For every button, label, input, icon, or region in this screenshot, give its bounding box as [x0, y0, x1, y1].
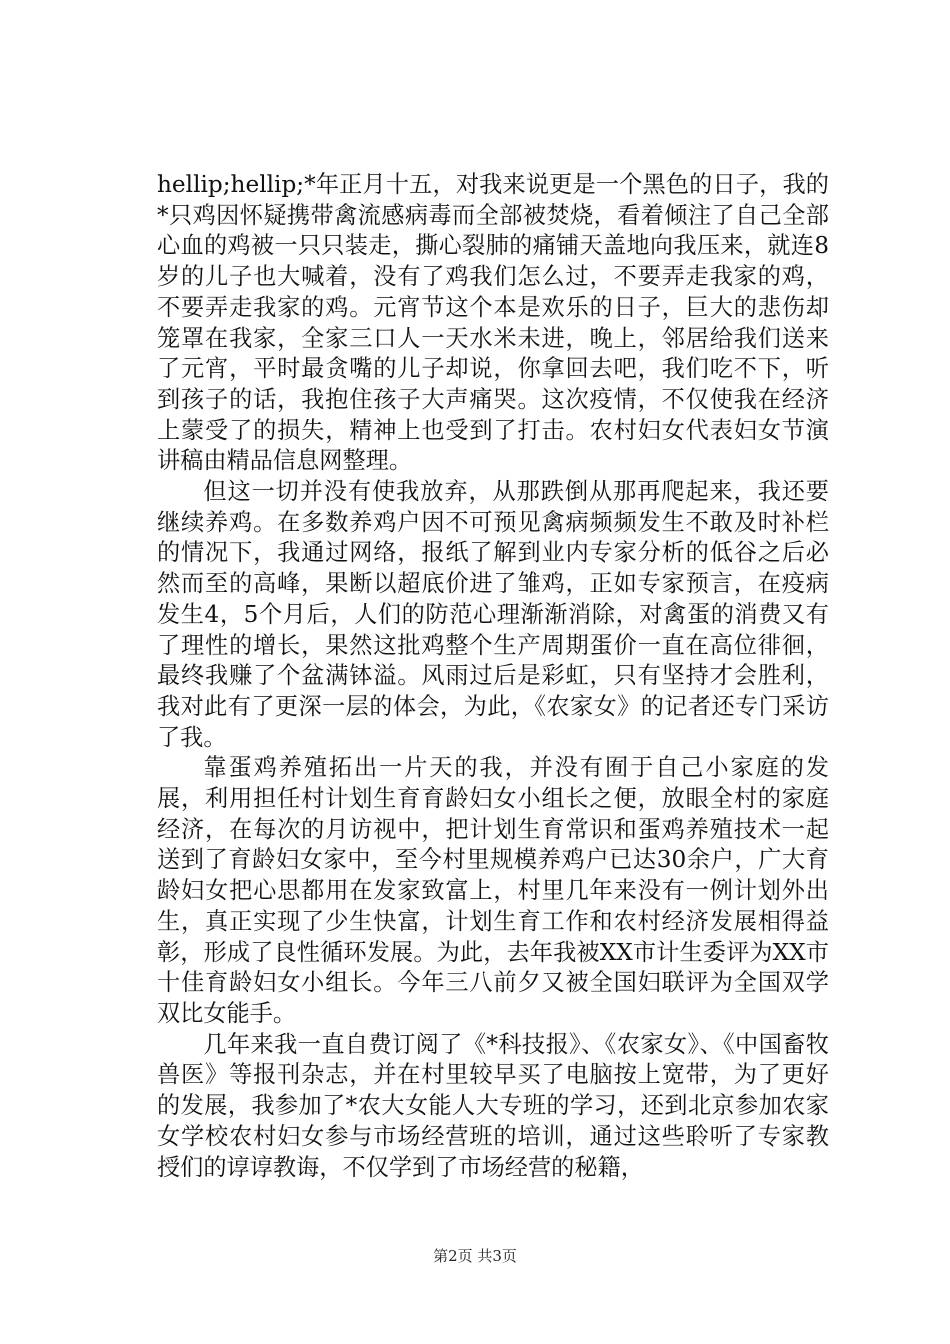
- paragraph-4: 几年来我一直自费订阅了《*科技报》、《农家女》、《中国畜牧兽医》等报刊杂志，并在村里较早买了电脑按上宽带，为了更好的发展，我参加了*农大女能人大专班的学习，还到北京参加农家女学校农村妇女参与市场经营班的培训，通过这些聆听了专家教授们的谆谆教诲，不仅学到了市场经营的秘籍，: [157, 1030, 829, 1181]
- paragraph-2: 但这一切并没有使我放弃，从那跌倒从那再爬起来，我还要继续养鸡。在多数养鸡户因不可预见禽病频频发生不敢及时补栏的情况下，我通过网络，报纸了解到业内专家分析的低谷之后必然而至的高峰，果断以超底价进了雏鸡，正如专家预言，在疫病发生4，5个月后，人们的防范心理渐渐消除，对禽蛋的消费又有了理性的增长，果然这批鸡整个生产周期蛋价一直在高位徘徊，最终我赚了个盆满钵溢。风雨过后是彩虹，只有坚持才会胜利，我对此有了更深一层的体会，为此，《农家女》的记者还专门采访了我。: [157, 478, 829, 751]
- paragraph-3: 靠蛋鸡养殖拓出一片天的我，并没有囿于自己小家庭的发展，利用担任村计划生育育龄妇女小组长之便，放眼全村的家庭经济，在每次的月访视中，把计划生育常识和蛋鸡养殖技术一起送到了育龄妇女家中，至今村里规模养鸡户已达30余户，广大育龄妇女把心思都用在发家致富上，村里几年来没有一例计划外出生，真正实现了少生快富，计划生育工作和农村经济发展相得益彰，形成了良性循环发展。为此，去年我被XX市计生委评为XX市十佳育龄妇女小组长。今年三八前夕又被全国妇联评为全国双学双比女能手。: [157, 754, 829, 1027]
- document-body: [157, 170, 829, 1183]
- page-footer: 第2页 共3页: [433, 1247, 517, 1265]
- paragraph-1: hellip;hellip;*年正月十五，对我来说更是一个黑色的日子，我的*只鸡因怀疑携带禽流感病毒而全部被焚烧，看着倾注了自己全部心血的鸡被一只只装走，撕心裂肺的痛铺天盖地向我压来，就连8岁的儿子也大喊着，没有了鸡我们怎么过，不要弄走我家的鸡，不要弄走我家的鸡。元宵节这个本是欢乐的日子，巨大的悲伤却笼罩在我家，全家三口人一天水米未进，晚上，邻居给我们送来了元宵，平时最贪嘴的儿子却说，你拿回去吧，我们吃不下，听到孩子的话，我抱住孩子大声痛哭。这次疫情，不仅使我在经济上蒙受了的损失，精神上也受到了打击。农村妇女代表妇女节演讲稿由精品信息网整理。: [157, 171, 829, 475]
